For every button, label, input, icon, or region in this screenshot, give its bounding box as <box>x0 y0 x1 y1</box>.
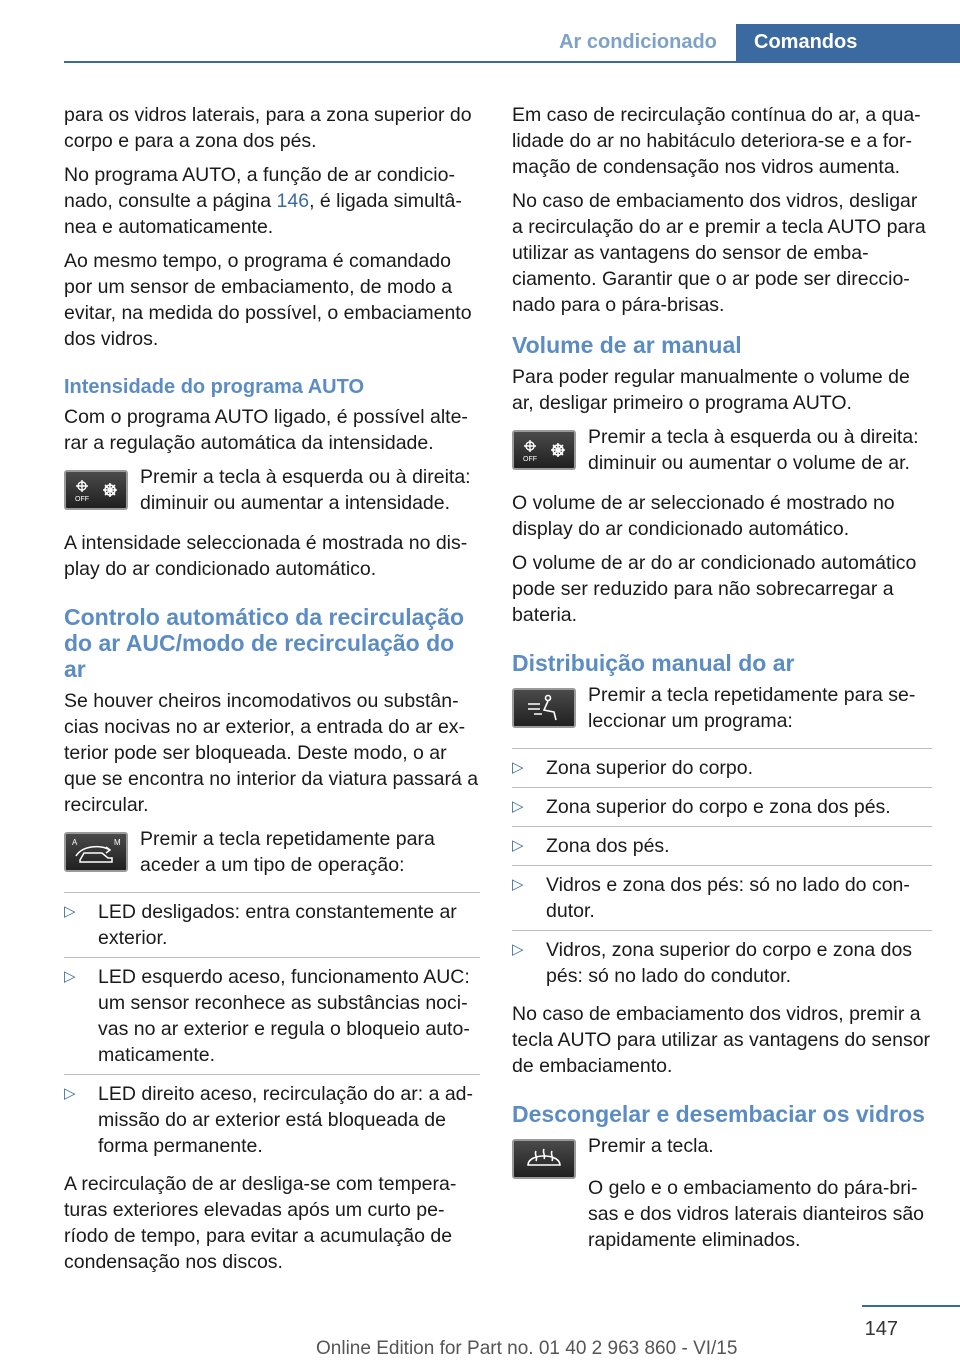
paragraph: O volume de ar do ar condicionado automático pode ser reduzido para não sobrecarregar a bateria. <box>512 552 917 626</box>
heading-air-distribution: Distribuição manual do ar <box>512 650 795 676</box>
program-list <box>512 748 932 995</box>
edition-note: Online Edition for Part no. 01 40 2 963 860 - VI/15 <box>316 1338 738 1359</box>
paragraph: para os vidros laterais, para a zona superior do corpo e para a zona dos pés. <box>64 104 472 152</box>
operation-list <box>64 892 480 1165</box>
paragraph: O gelo e o embaciamento do pára-brisas e dos vidros laterais dianteiros são rapidamente eliminados. <box>588 1177 925 1251</box>
svg-text:M: M <box>114 838 121 847</box>
triangle-bullet-icon: ▷ <box>64 903 76 920</box>
svg-text:OFF: OFF <box>75 496 89 503</box>
key-instruction <box>64 464 480 516</box>
footer-rule <box>862 1305 960 1307</box>
paragraph: Ao mesmo tempo, o programa é comandado por um sensor de embaciamento, de modo a evitar, na medida do possível, o embaciamento dos vidros. <box>64 250 472 350</box>
list-item: ▷ Zona superior do corpo e zona dos pés. <box>512 787 932 826</box>
recirculation-key-icon <box>64 832 128 872</box>
header-rule <box>64 61 960 63</box>
heading-defrost: Descongelar e desembaciar os vidros <box>512 1101 925 1127</box>
svg-text:A: A <box>72 838 78 847</box>
key-description: Premir a tecla. <box>588 1135 714 1157</box>
key-instruction <box>512 1133 932 1179</box>
heading-auc: Controlo automático da recirculação do ar AUC/modo de recirculação do ar <box>64 604 465 682</box>
page-number: 147 <box>864 1318 898 1340</box>
paragraph: A intensidade seleccionada é mostrada no display do ar condicionado automático. <box>64 532 468 580</box>
right-column <box>512 102 932 1261</box>
triangle-bullet-icon: ▷ <box>512 876 524 893</box>
paragraph: No programa AUTO, a função de ar condicionado, consulte a página 146, é ligada simultânea e automaticamente. <box>64 164 462 238</box>
paragraph: Com o programa AUTO ligado, é possível alterar a regulação automática da intensidade. <box>64 406 468 454</box>
defrost-key-icon <box>512 1139 576 1179</box>
heading-manual-volume: Volume de ar manual <box>512 332 742 358</box>
subheading-intensity: Intensidade do programa AUTO <box>64 376 365 398</box>
key-description: Premir a tecla repetidamente para aceder a um tipo de operação: <box>140 828 435 876</box>
list-item: ▷ LED direito aceso, recirculação do ar: a admissão do ar exterior está bloqueada de forma permanente. <box>64 1074 480 1165</box>
section-tab: Comandos <box>736 24 960 61</box>
paragraph: Em caso de recirculação contínua do ar, a qualidade do ar no habitáculo deteriora-se e a formação de condensação nos vidros aumenta. <box>512 104 921 178</box>
list-item: ▷ Zona dos pés. <box>512 826 932 865</box>
triangle-bullet-icon: ▷ <box>64 1085 76 1102</box>
paragraph: No caso de embaciamento dos vidros, premir a tecla AUTO para utilizar as vantagens do sensor de embaciamento. <box>512 1003 931 1077</box>
list-item: ▷ LED esquerdo aceso, funcionamento AUC: um sensor reconhece as substâncias nocivas no ar exterior e regula o bloqueio automaticamente. <box>64 957 480 1074</box>
page-link[interactable]: 146 <box>276 190 310 212</box>
triangle-bullet-icon: ▷ <box>512 798 524 815</box>
key-instruction <box>512 682 932 734</box>
key-description: Premir a tecla à esquerda ou à direita: diminuir ou aumentar a intensidade. <box>140 466 471 514</box>
fan-off-key-icon <box>64 470 128 510</box>
paragraph: Se houver cheiros incomodativos ou substâncias nocivas no ar exterior, a entrada do ar exterior pode ser bloqueada. Deste modo, o ar que se encontra no interior da viatura passará a recircular. <box>64 690 479 816</box>
paragraph: O volume de ar seleccionado é mostrado no display do ar condicionado automático. <box>512 492 895 540</box>
left-column <box>64 102 480 1283</box>
key-instruction <box>64 826 480 878</box>
key-description: Premir a tecla à esquerda ou à direita: diminuir ou aumentar o volume de ar. <box>588 426 919 474</box>
svg-text:OFF: OFF <box>523 456 537 463</box>
list-item: ▷ LED desligados: entra constantemente ar exterior. <box>64 892 480 957</box>
triangle-bullet-icon: ▷ <box>512 941 524 958</box>
key-description: Premir a tecla repetidamente para seleccionar um programa: <box>588 684 916 732</box>
key-instruction <box>512 424 932 476</box>
list-item: ▷ Vidros e zona dos pés: só no lado do condutor. <box>512 865 932 930</box>
paragraph: No caso de embaciamento dos vidros, desligar a recirculação do ar e premir a tecla AUTO para utilizar as vantagens do sensor de embaciamento. Garantir que o ar pode ser direccionado para o pára-brisas. <box>512 190 926 316</box>
triangle-bullet-icon: ▷ <box>512 837 524 854</box>
paragraph: Para poder regular manualmente o volume de ar, desligar primeiro o programa AUTO. <box>512 366 910 414</box>
air-distribution-key-icon <box>512 688 576 728</box>
triangle-bullet-icon: ▷ <box>512 759 524 776</box>
paragraph: A recirculação de ar desliga-se com temperaturas exteriores elevadas após um curto período de tempo, para evitar a acumulação de condensação nos discos. <box>64 1173 457 1273</box>
triangle-bullet-icon: ▷ <box>64 968 76 985</box>
list-item: ▷ Vidros, zona superior do corpo e zona dos pés: só no lado do condutor. <box>512 930 932 995</box>
list-item: ▷ Zona superior do corpo. <box>512 748 932 787</box>
chapter-title: Ar condicionado <box>559 31 717 53</box>
fan-volume-key-icon <box>512 430 576 470</box>
